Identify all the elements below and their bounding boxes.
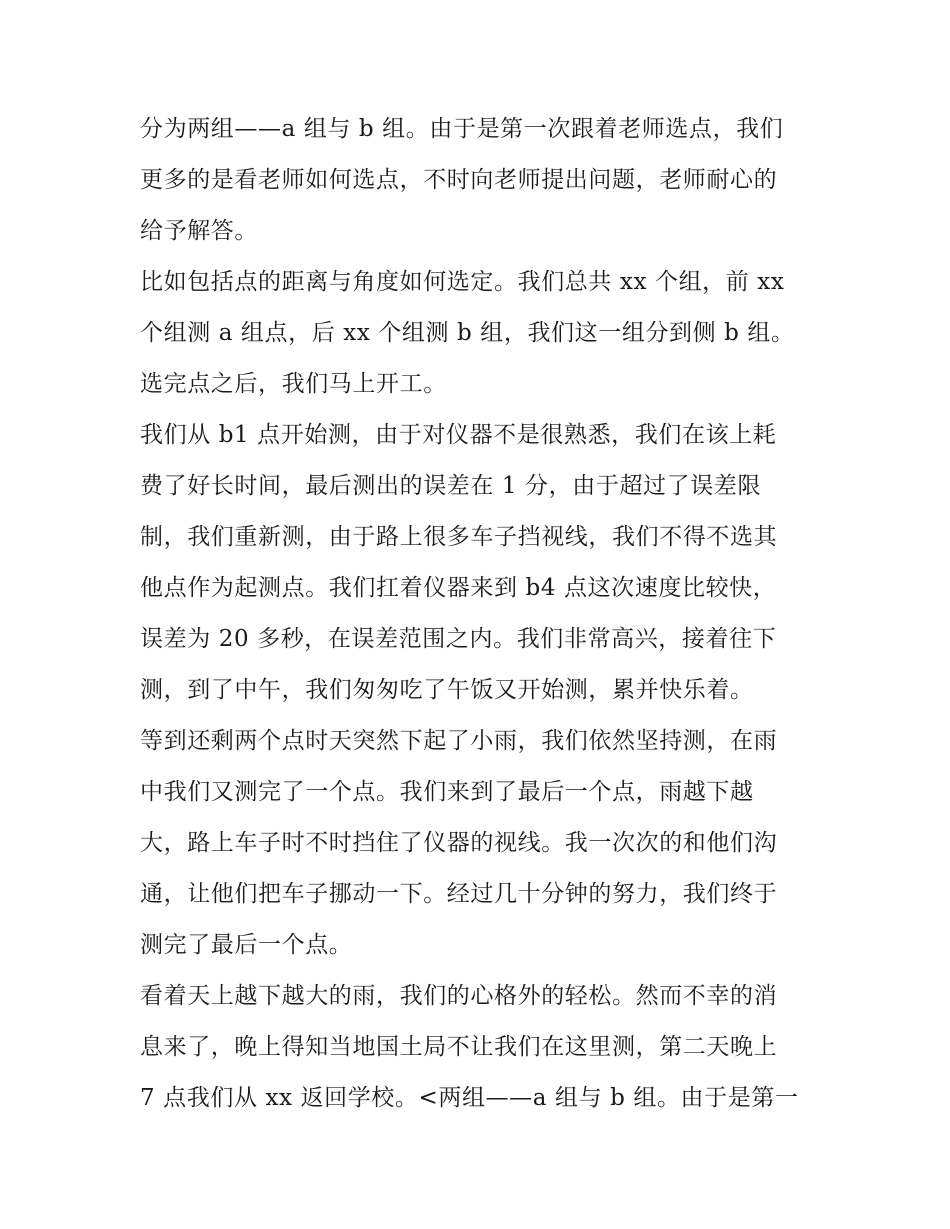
text-line: 测，到了中午，我们匆匆吃了午饭又开始测，累并快乐着。 (140, 677, 754, 703)
text-line: 个组测 a 组点，后 xx 个组测 b 组，我们这一组分到侧 b 组。 (140, 320, 795, 346)
text-line: 制，我们重新测，由于路上很多车子挡视线，我们不得不选其 (140, 524, 778, 550)
text-line: 测完了最后一个点。 (140, 932, 353, 958)
text-line: 选完点之后，我们马上开工。 (140, 371, 447, 397)
text-line: 更多的是看老师如何选点，不时向老师提出问题，老师耐心的 (140, 167, 778, 193)
text-line: 7 点我们从 xx 返回学校。<两组——a 组与 b 组。由于是第一 (140, 1085, 799, 1111)
text-line: 分为两组——a 组与 b 组。由于是第一次跟着老师选点，我们 (140, 116, 784, 142)
paragraph-2 (140, 257, 820, 410)
text-line: 息来了，晚上得知当地国土局不让我们在这里测，第二天晚上 (140, 1034, 778, 1060)
text-line: 误差为 20 多秒，在误差范围之内。我们非常高兴，接着往下 (140, 626, 777, 652)
document-body (140, 104, 820, 1124)
paragraph-3 (140, 410, 820, 716)
text-line: 比如包括点的距离与角度如何选定。我们总共 xx 个组，前 xx (140, 269, 785, 295)
text-line: 他点作为起测点。我们扛着仪器来到 b4 点这次速度比较快， (140, 575, 777, 601)
text-line: 费了好长时间，最后测出的误差在 1 分，由于超过了误差限 (140, 473, 762, 499)
text-line: 大，路上车子时不时挡住了仪器的视线。我一次次的和他们沟 (140, 830, 778, 856)
text-line: 给予解答。 (140, 218, 258, 244)
paragraph-1 (140, 104, 820, 257)
paragraph-5 (140, 971, 820, 1124)
text-line: 我们从 b1 点开始测，由于对仪器不是很熟悉，我们在该上耗 (140, 422, 777, 448)
text-line: 中我们又测完了一个点。我们来到了最后一个点，雨越下越 (140, 779, 754, 805)
text-line: 等到还剩两个点时天突然下起了小雨，我们依然坚持测，在雨 (140, 728, 778, 754)
text-line: 通，让他们把车子挪动一下。经过几十分钟的努力，我们终于 (140, 881, 778, 907)
text-line: 看着天上越下越大的雨，我们的心格外的轻松。然而不幸的消 (140, 983, 778, 1009)
paragraph-4 (140, 716, 820, 971)
